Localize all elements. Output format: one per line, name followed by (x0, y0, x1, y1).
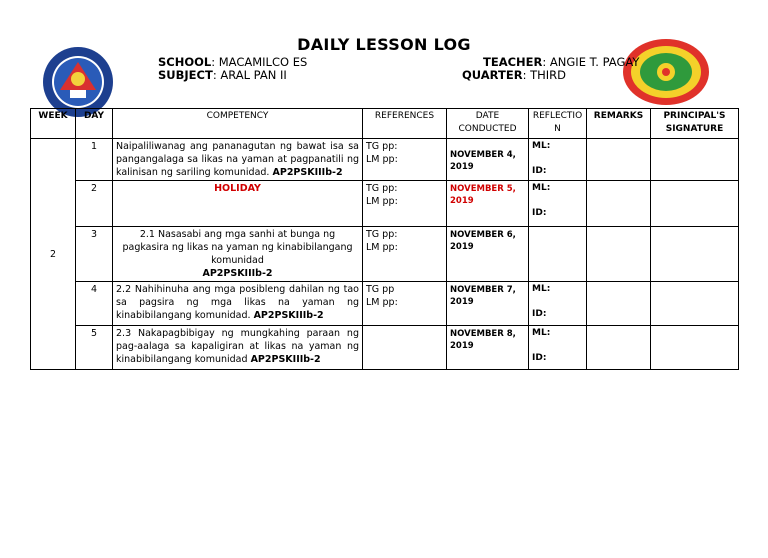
date-cell: NOVEMBER 4, 2019 (447, 139, 529, 181)
teacher-line: TEACHER: ANGIE T. PAGAY (483, 55, 640, 69)
references-cell: TG pp: LM pp: (363, 139, 447, 181)
col-references: REFERENCES (363, 109, 447, 139)
school-line: SCHOOL: MACAMILCO ES (158, 55, 308, 69)
competency-cell: 2.3 Nakapagbibigay ng mungkahing paraan ng pag-aalaga sa kapaligiran at likas na yaman ng kinabibilangang komunidad AP2PSKIIIb-2 (113, 326, 363, 370)
signature-cell (651, 139, 739, 181)
table-row (31, 227, 739, 282)
col-remarks: REMARKS (587, 109, 651, 139)
day-cell: 4 (76, 282, 113, 326)
week-cell: 2 (31, 139, 76, 370)
remarks-cell (587, 326, 651, 370)
day-cell: 3 (76, 227, 113, 282)
competency-cell: 2.2 Nahihinuha ang mga posibleng dahilan ng tao sa pagsira ng mga likas na yaman ng kinabibilangang komunidad. AP2PSKIIIb-2 (113, 282, 363, 326)
table-row (31, 282, 739, 326)
competency-cell: 2.1 Nasasabi ang mga sanhi at bunga ng pagkasira ng likas na yaman ng kinabibilangang komunidad AP2PSKIIIb-2 (113, 227, 363, 282)
subject-line: SUBJECT: ARAL PAN II (158, 68, 287, 82)
col-competency: COMPETENCY (113, 109, 363, 139)
col-week: WEEK (31, 109, 76, 139)
remarks-cell (587, 227, 651, 282)
date-cell: NOVEMBER 8, 2019 (447, 326, 529, 370)
remarks-cell (587, 181, 651, 227)
signature-cell (651, 181, 739, 227)
signature-cell (651, 326, 739, 370)
col-day: DAY (76, 109, 113, 139)
page-title: DAILY LESSON LOG (297, 35, 471, 54)
date-cell: NOVEMBER 5, 2019 (447, 181, 529, 227)
table-row (31, 181, 739, 227)
day-cell: 2 (76, 181, 113, 227)
signature-cell (651, 282, 739, 326)
reflection-cell: ML: ID: (529, 139, 587, 181)
date-cell: NOVEMBER 6, 2019 (447, 227, 529, 282)
references-cell: TG pp: LM pp: (363, 181, 447, 227)
remarks-cell (587, 139, 651, 181)
col-signature: PRINCIPAL'S SIGNATURE (651, 109, 739, 139)
quarter-line: QUARTER: THIRD (462, 68, 567, 82)
references-cell (363, 326, 447, 370)
header-row (31, 109, 739, 139)
reflection-cell: ML: ID: (529, 326, 587, 370)
competency-cell: HOLIDAY (113, 181, 363, 227)
references-cell: TG pp: LM pp: (363, 227, 447, 282)
competency-cell: Naipaliliwanag ang pananagutan ng bawat isa sa pangangalaga sa likas na yaman at pagpanatili ng kalinisan ng sariling komunidad. AP2PSKIIIb-2 (113, 139, 363, 181)
reflection-cell: ML: ID: (529, 181, 587, 227)
date-cell: NOVEMBER 7, 2019 (447, 282, 529, 326)
lesson-log-table (30, 108, 739, 370)
col-date: DATE CONDUCTED (447, 109, 529, 139)
remarks-cell (587, 282, 651, 326)
school-seal-logo (622, 38, 710, 106)
day-cell: 5 (76, 326, 113, 370)
signature-cell (651, 227, 739, 282)
col-reflection: REFLECTIO N (529, 109, 587, 139)
table-row (31, 326, 739, 370)
day-cell: 1 (76, 139, 113, 181)
references-cell: TG pp LM pp: (363, 282, 447, 326)
table-row (31, 139, 739, 181)
reflection-cell (529, 227, 587, 282)
reflection-cell: ML: ID: (529, 282, 587, 326)
